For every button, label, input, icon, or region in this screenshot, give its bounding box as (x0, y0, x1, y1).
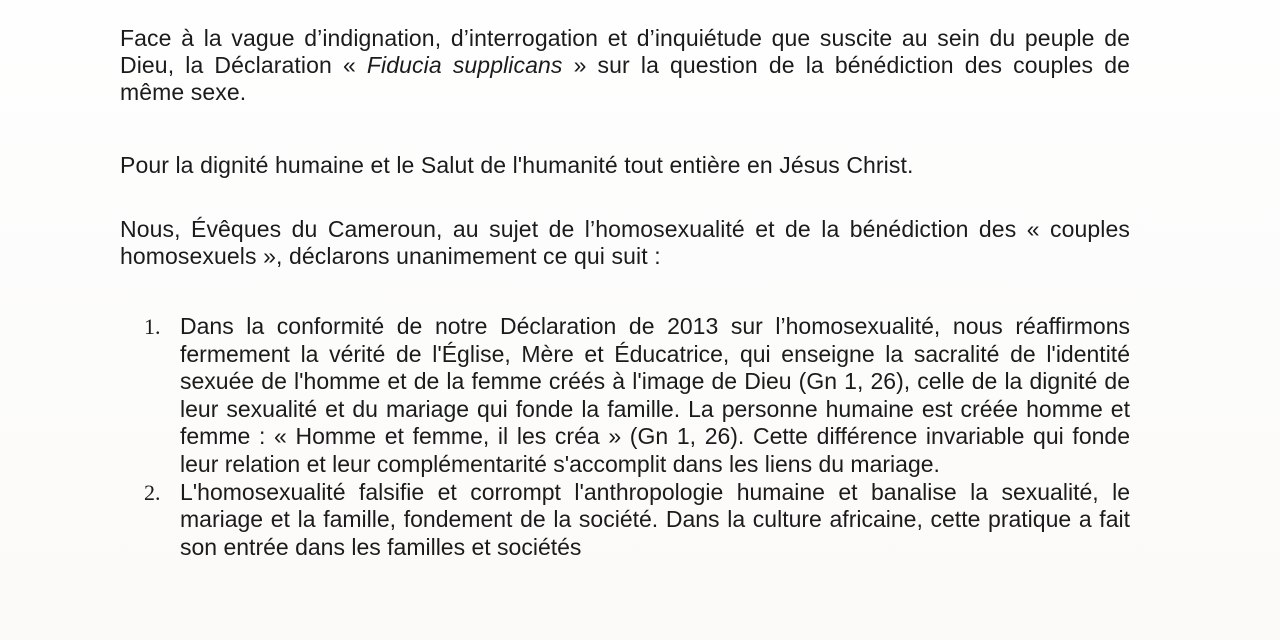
paragraph-dignity: Pour la dignité humaine et le Salut de l'humanité tout entière en Jésus Christ. (120, 152, 914, 178)
list-item-number: 1. (144, 314, 161, 339)
paragraph-declaration: Nous, Évêques du Cameroun, au sujet de l’homosexualité et de la bénédiction des « couples homosexuels », déclarons unanimement ce qui suit : (120, 216, 1130, 269)
list-item-number: 2. (144, 479, 161, 505)
numbered-list (144, 313, 1130, 561)
paragraph-intro-after: » sur la question de la bénédiction des couples de même sexe. (120, 52, 1130, 105)
list-item-text: L'homosexualité falsifie et corrompt l'anthropologie humaine et banalise la sexualité, le mariage et la famille, fondement de la société. Dans la culture africaine, cette pratique a fait son entrée dans les familles et sociétés (180, 478, 1130, 560)
declaration-title: Fiducia supplicans (366, 52, 563, 78)
list-item (144, 479, 1130, 562)
list-item-text: Dans la conformité de notre Déclaration de 2013 sur l’homosexualité, nous réaffirmons fermement la vérité de l'Église, Mère et Éducatrice, qui enseigne la sacralité de l'identité sexuée de l'homme et de la femme créés à l'image de Dieu (Gn 1, 26), celle de la dignité de leur sexualité et du mariage qui fonde la famille. La personne humaine est créée homme et femme : « Homme et femme, il les créa » (Gn 1, 26). Cette différence invariable qui fonde leur relation et leur complémentarité s'accomplit dans les liens du mariage. (180, 313, 1130, 477)
paragraph-intro-before: Face à la vague d’indignation, d’interrogation et d’inquiétude que suscite au sein du peuple de Dieu, la Déclaration « (120, 25, 1130, 78)
paragraph-intro (120, 25, 1130, 106)
list-item (144, 313, 1130, 479)
